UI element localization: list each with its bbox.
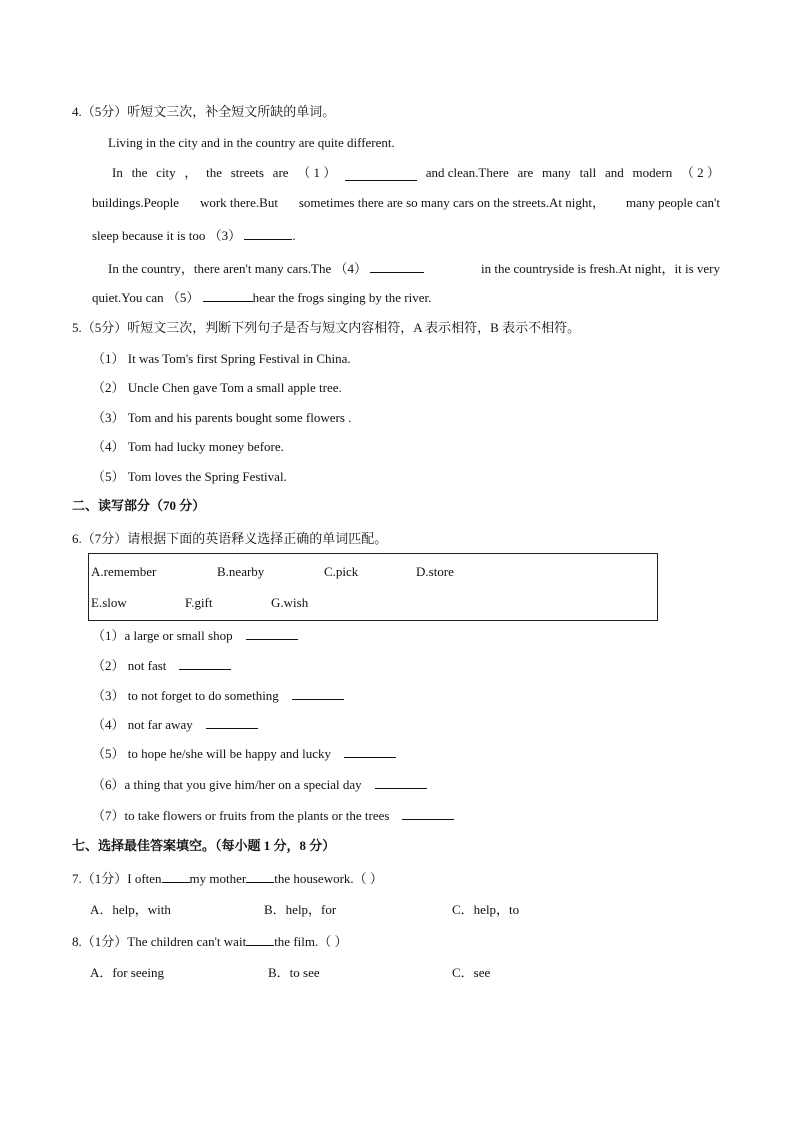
blank-1[interactable] — [345, 168, 417, 181]
q6-item: （5） to hope he/she will be happy and lucky — [92, 745, 396, 762]
q4-intro: Living in the city and in the country are quite different. — [108, 135, 395, 150]
q8-option-a: A．for seeing — [90, 965, 165, 980]
option-g: G.wish — [271, 595, 309, 610]
blank-4[interactable] — [370, 260, 424, 273]
q4-line5: quiet.You can （5） hear the frogs singing by the river. — [92, 290, 432, 305]
section-heading-7: 七、选择最佳答案填空。（每小题 1 分，8 分） — [72, 838, 336, 853]
q6-item: （1）a large or small shop — [92, 627, 298, 644]
answer-blank[interactable] — [246, 870, 274, 883]
option-d: D.store — [416, 564, 454, 579]
q5-title: 5.（5分）听短文三次，判断下列句子是否与短文内容相符，A 表示相符，B 表示不相符。 — [72, 320, 581, 335]
q6-item: （3） to not forget to do something — [92, 687, 344, 704]
q8-stem: 8.（1分）The children can't wait the film.（ ） — [72, 934, 348, 949]
q7-option-a: A．help，with — [90, 902, 171, 917]
answer-blank[interactable] — [162, 870, 190, 883]
q4-line2: buildings.People work there.But sometimes there are so many cars on the streets.At night， many people can't — [92, 195, 720, 210]
blank-3[interactable] — [244, 227, 292, 240]
q5-item: （1） It was Tom's first Spring Festival in China. — [92, 351, 351, 366]
q6-item: （7）to take flowers or fruits from the plants or the trees — [92, 807, 454, 824]
answer-blank[interactable] — [179, 657, 231, 670]
q6-item: （4） not far away — [92, 716, 258, 733]
answer-blank[interactable] — [206, 716, 258, 729]
q5-item: （2） Uncle Chen gave Tom a small apple tree. — [92, 380, 342, 395]
q6-item: （2） not fast — [92, 657, 231, 674]
option-f: F.gift — [185, 595, 213, 610]
answer-blank[interactable] — [402, 807, 454, 820]
option-c: C.pick — [324, 564, 359, 579]
q4-title: 4.（5分）听短文三次，补全短文所缺的单词。 — [72, 104, 336, 119]
q7-option-c: C．help，to — [452, 902, 520, 917]
q4-line4: In the country，there aren't many cars.The （4） in the countryside is fresh.At night，it is very — [108, 261, 720, 276]
option-b: B.nearby — [217, 564, 265, 579]
answer-blank[interactable] — [344, 745, 396, 758]
answer-blank[interactable] — [375, 776, 427, 789]
q4-line3: sleep because it is too （3） . — [92, 228, 296, 243]
word-options-box — [88, 553, 658, 621]
answer-blank[interactable] — [246, 933, 274, 946]
q7-stem: 7.（1分）I often my mother the housework.（ ） — [72, 871, 383, 886]
q5-item: （4） Tom had lucky money before. — [92, 439, 284, 454]
q6-item: （6）a thing that you give him/her on a special day — [92, 776, 427, 793]
q7-option-b: B．help，for — [264, 902, 337, 917]
q4-line1: In the city ， the streets are （ 1 ） and clean.There are many tall and modern （ 2 ） — [112, 165, 720, 180]
section-heading-2: 二、读写部分（70 分） — [72, 498, 206, 513]
answer-blank[interactable] — [292, 687, 344, 700]
blank-5[interactable] — [203, 289, 253, 302]
q6-title: 6.（7分）请根据下面的英语释义选择正确的单词匹配。 — [72, 531, 388, 546]
answer-blank[interactable] — [246, 627, 298, 640]
option-e: E.slow — [91, 595, 127, 610]
q5-item: （3） Tom and his parents bought some flowers . — [92, 410, 352, 425]
q8-option-c: C．see — [452, 965, 491, 980]
q8-option-b: B．to see — [268, 965, 320, 980]
option-a: A.remember — [91, 564, 157, 579]
q5-item: （5） Tom loves the Spring Festival. — [92, 469, 287, 484]
